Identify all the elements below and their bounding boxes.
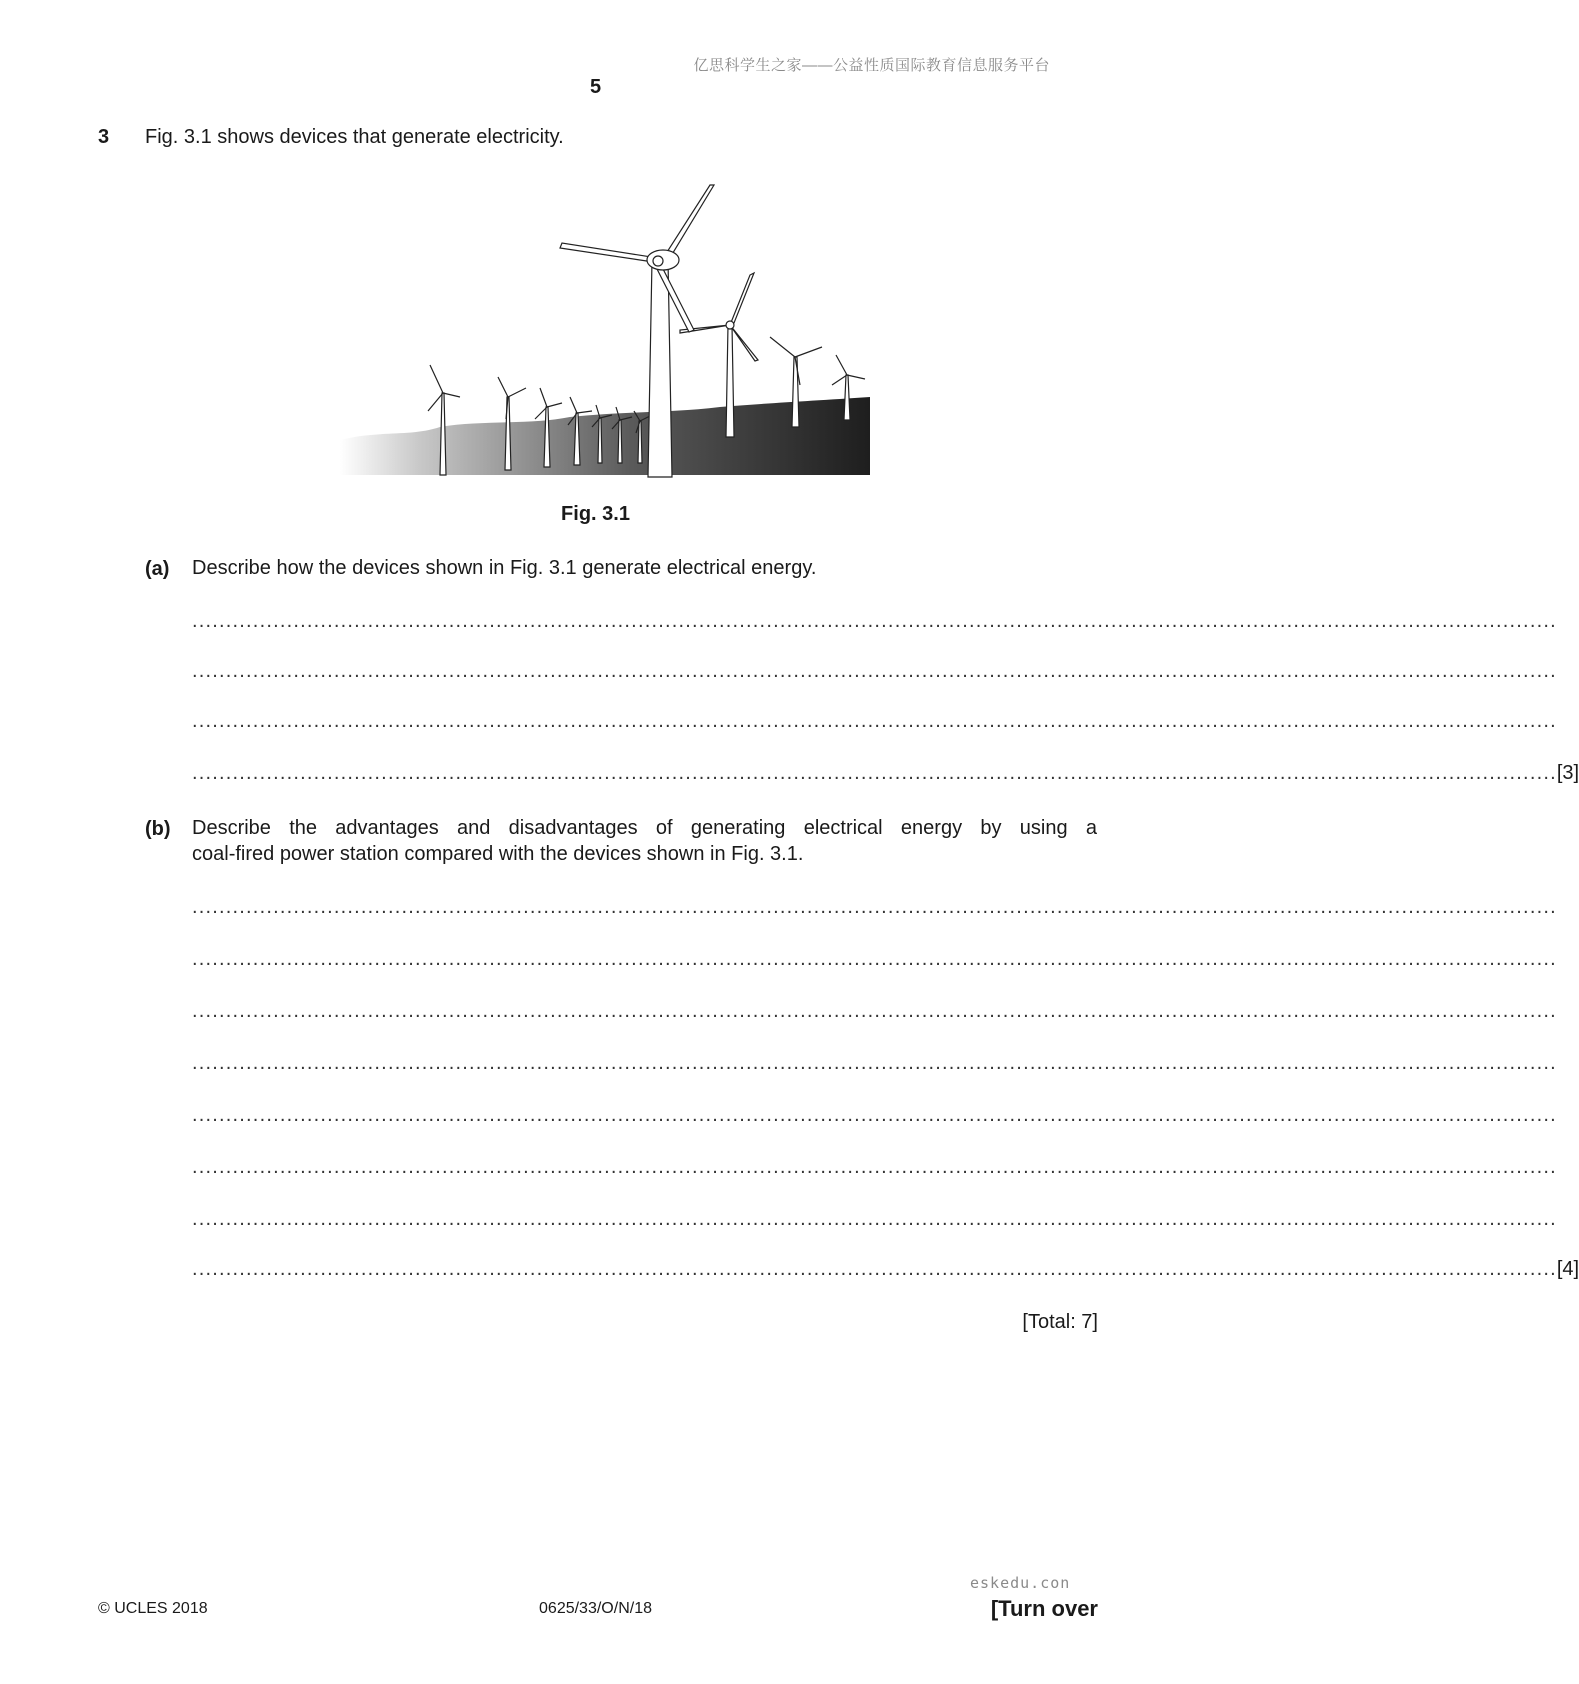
- answer-line[interactable]: [192, 895, 1557, 919]
- dotted-rule: ..........................................................................................................................................................................................................: [192, 896, 1557, 918]
- part-a-label: (a): [145, 558, 170, 580]
- dotted-rule: ..........................................................................................................................................................................................................: [192, 710, 1557, 732]
- dotted-rule: ..........................................................................................................................................................................................................: [192, 1156, 1557, 1178]
- dotted-rule: ..........................................................................................................................................................................................................: [192, 762, 1557, 784]
- wind-turbines-illustration: [330, 175, 870, 475]
- answer-line[interactable]: [192, 1051, 1557, 1075]
- answer-line[interactable]: [192, 1207, 1557, 1231]
- part-a-text: Describe how the devices shown in Fig. 3.1 generate electrical energy.: [192, 557, 817, 579]
- part-b-mark: [4]: [1556, 1258, 1579, 1280]
- answer-line-final[interactable]: [192, 1257, 1579, 1281]
- part-a-mark: [3]: [1556, 762, 1579, 784]
- part-b-text-line1: Describe the advantages and disadvantages of generating electrical energy by using a: [192, 817, 1097, 839]
- paper-code: 0625/33/O/N/18: [539, 1600, 652, 1617]
- answer-line[interactable]: [192, 659, 1557, 683]
- figure-caption: Fig. 3.1: [561, 503, 630, 525]
- dotted-rule: ..........................................................................................................................................................................................................: [192, 610, 1557, 632]
- part-b-label: (b): [145, 818, 171, 840]
- answer-line[interactable]: [192, 947, 1557, 971]
- question-intro: Fig. 3.1 shows devices that generate electricity.: [145, 126, 564, 148]
- dotted-rule: ..........................................................................................................................................................................................................: [192, 1052, 1557, 1074]
- answer-line[interactable]: [192, 1155, 1557, 1179]
- turn-over: [Turn over: [990, 1596, 1098, 1621]
- answer-line[interactable]: [192, 709, 1557, 733]
- dotted-rule: ..........................................................................................................................................................................................................: [192, 1000, 1557, 1022]
- answer-line-final[interactable]: [192, 761, 1579, 785]
- copyright: © UCLES 2018: [98, 1600, 208, 1617]
- dotted-rule: ..........................................................................................................................................................................................................: [192, 660, 1557, 682]
- answer-line[interactable]: [192, 609, 1557, 633]
- part-b-text-line2: coal-fired power station compared with the devices shown in Fig. 3.1.: [192, 843, 804, 865]
- answer-line[interactable]: [192, 999, 1557, 1023]
- header-watermark: 亿思科学生之家——公益性质国际教育信息服务平台: [693, 57, 1050, 74]
- dotted-rule: ..........................................................................................................................................................................................................: [192, 1208, 1557, 1230]
- question-number: 3: [98, 126, 110, 148]
- total-marks: [Total: 7]: [1022, 1311, 1098, 1333]
- answer-line[interactable]: [192, 1103, 1557, 1127]
- footer-watermark: eskedu.con: [970, 1574, 1071, 1592]
- dotted-rule: ..........................................................................................................................................................................................................: [192, 948, 1557, 970]
- dotted-rule: ..........................................................................................................................................................................................................: [192, 1258, 1557, 1280]
- dotted-rule: ..........................................................................................................................................................................................................: [192, 1104, 1557, 1126]
- page-number: 5: [589, 76, 602, 98]
